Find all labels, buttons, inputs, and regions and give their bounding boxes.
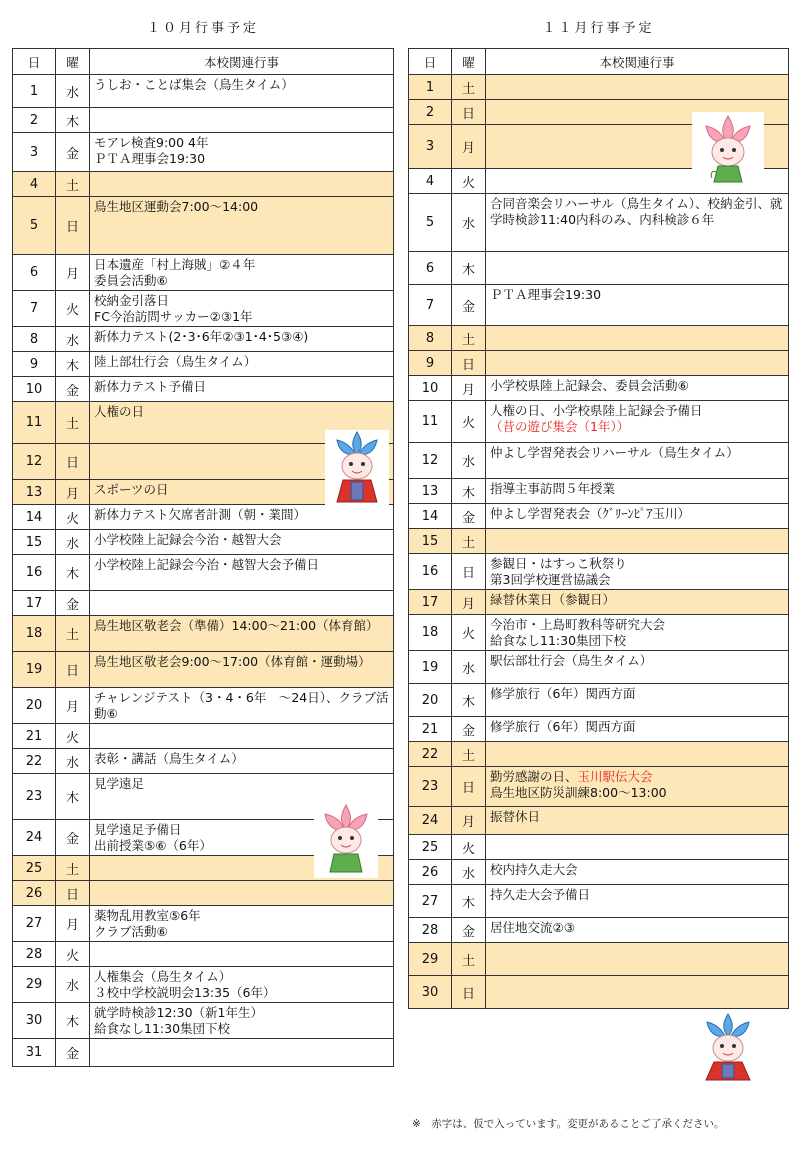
event-text xyxy=(486,684,789,717)
event-text xyxy=(90,555,394,591)
event-text-part: 人権の日、小学校県陸上記録会予備日 xyxy=(490,403,703,418)
day-number: 19 xyxy=(409,651,452,684)
table-row xyxy=(409,351,789,376)
weekday: 水 xyxy=(56,530,90,555)
event-text-part: 合同音楽会リハーサル（鳥生タイム）、校納金引、就学時検診11:40内科のみ、内科検診６年 xyxy=(490,196,783,227)
event-text-part: 就学時検診12:30（新1年生） 給食なし11:30集団下校 xyxy=(94,1005,263,1036)
weekday: 日 xyxy=(452,100,486,125)
event-text-part: 振替休日 xyxy=(490,809,541,824)
event-text xyxy=(90,530,394,555)
october-title: １０月行事予定 xyxy=(146,21,259,36)
table-row xyxy=(13,327,394,352)
weekday: 日 xyxy=(452,351,486,376)
day-number: 19 xyxy=(13,652,56,688)
event-text-part: 見学遠足予備日 出前授業⑤⑥（6年） xyxy=(94,822,212,853)
event-text xyxy=(486,717,789,742)
table-row xyxy=(13,197,394,255)
event-text xyxy=(90,291,394,327)
event-text-part: うしお・ことば集会（鳥生タイム） xyxy=(94,77,294,92)
day-number: 7 xyxy=(13,291,56,327)
lotus-mascot-blue-icon xyxy=(325,430,389,508)
day-number: 9 xyxy=(409,351,452,376)
day-number: 6 xyxy=(409,252,452,285)
day-number: 5 xyxy=(409,194,452,252)
day-number: 14 xyxy=(13,505,56,530)
event-text xyxy=(486,885,789,918)
event-text xyxy=(90,906,394,942)
day-number: 30 xyxy=(409,976,452,1009)
weekday: 火 xyxy=(452,169,486,194)
weekday: 木 xyxy=(56,774,90,820)
event-text-part: 今治市・上島町教科等研究大会 給食なし11:30集団下校 xyxy=(490,617,666,648)
table-row xyxy=(409,767,789,807)
event-text xyxy=(90,724,394,749)
weekday: 月 xyxy=(452,807,486,835)
event-text-part: 参観日・はすっこ秋祭り 第3回学校運営協議会 xyxy=(490,556,627,587)
october-calendar xyxy=(12,0,394,1067)
weekday: 土 xyxy=(56,616,90,652)
day-number: 8 xyxy=(13,327,56,352)
event-text-part: 指導主事訪問５年授業 xyxy=(490,481,616,496)
table-row xyxy=(409,554,789,590)
table-row xyxy=(13,75,394,108)
table-row xyxy=(13,108,394,133)
weekday: 木 xyxy=(452,479,486,504)
weekday: 木 xyxy=(56,1003,90,1039)
table-row xyxy=(409,976,789,1009)
october-table xyxy=(12,48,394,1067)
day-number: 7 xyxy=(409,285,452,326)
event-text xyxy=(90,616,394,652)
day-number: 20 xyxy=(409,684,452,717)
event-text xyxy=(486,75,789,100)
table-row xyxy=(13,255,394,291)
weekday: 水 xyxy=(56,75,90,108)
day-number: 25 xyxy=(13,856,56,881)
day-number: 26 xyxy=(13,881,56,906)
event-text xyxy=(486,194,789,252)
weekday: 月 xyxy=(56,480,90,505)
table-row xyxy=(13,724,394,749)
table-row xyxy=(13,555,394,591)
table-row xyxy=(13,652,394,688)
table-row xyxy=(409,590,789,615)
event-text-part: 仲よし学習発表会リハーサル（鳥生タイム） xyxy=(490,445,739,460)
event-text xyxy=(90,967,394,1003)
table-row xyxy=(13,967,394,1003)
day-number: 12 xyxy=(409,443,452,479)
day-number: 21 xyxy=(13,724,56,749)
event-text xyxy=(90,172,394,197)
weekday: 金 xyxy=(56,133,90,172)
day-number: 24 xyxy=(13,820,56,856)
table-row xyxy=(13,688,394,724)
event-text xyxy=(90,197,394,255)
weekday: 土 xyxy=(452,75,486,100)
table-row xyxy=(13,1003,394,1039)
weekday: 月 xyxy=(452,125,486,169)
event-text-part: 見学遠足 xyxy=(94,776,145,791)
day-number: 30 xyxy=(13,1003,56,1039)
table-row xyxy=(13,291,394,327)
day-number: 16 xyxy=(409,554,452,590)
table-row xyxy=(13,133,394,172)
table-row xyxy=(409,252,789,285)
table-row xyxy=(409,615,789,651)
table-row xyxy=(13,1039,394,1067)
day-number: 3 xyxy=(13,133,56,172)
day-number: 15 xyxy=(409,529,452,554)
day-number: 25 xyxy=(409,835,452,860)
event-text xyxy=(90,352,394,377)
table-row xyxy=(13,881,394,906)
day-number: 29 xyxy=(13,967,56,1003)
weekday: 火 xyxy=(56,942,90,967)
day-number: 4 xyxy=(409,169,452,194)
weekday: 日 xyxy=(56,652,90,688)
event-text-part: 校内持久走大会 xyxy=(490,862,578,877)
november-header-row xyxy=(409,49,789,75)
day-number: 29 xyxy=(409,943,452,976)
header-weekday: 曜 xyxy=(452,49,486,75)
table-row xyxy=(409,717,789,742)
event-text-part: 新体力テスト(2･3･6年②③1･4･5③④) xyxy=(94,329,309,344)
table-row xyxy=(409,684,789,717)
event-text xyxy=(486,651,789,684)
day-number: 13 xyxy=(13,480,56,505)
event-text-part: 鳥生地区敬老会（準備）14:00～21:00（体育館） xyxy=(94,618,379,633)
november-title: １１月行事予定 xyxy=(542,21,655,36)
day-number: 8 xyxy=(409,326,452,351)
day-number: 12 xyxy=(13,444,56,480)
event-text-part: 駅伝部壮行会（鳥生タイム） xyxy=(490,653,653,668)
day-number: 22 xyxy=(13,749,56,774)
weekday: 木 xyxy=(56,108,90,133)
table-row xyxy=(13,749,394,774)
day-number: 2 xyxy=(409,100,452,125)
header-events: 本校関連行事 xyxy=(90,49,394,75)
weekday: 月 xyxy=(56,906,90,942)
day-number: 4 xyxy=(13,172,56,197)
event-text xyxy=(90,377,394,402)
event-text xyxy=(486,252,789,285)
day-number: 23 xyxy=(409,767,452,807)
weekday: 土 xyxy=(56,856,90,881)
weekday: 日 xyxy=(452,976,486,1009)
table-row xyxy=(409,443,789,479)
weekday: 水 xyxy=(56,967,90,1003)
weekday: 火 xyxy=(56,505,90,530)
event-text xyxy=(486,285,789,326)
table-row xyxy=(409,529,789,554)
weekday: 金 xyxy=(56,1039,90,1067)
weekday: 火 xyxy=(56,724,90,749)
lotus-mascot-pink-icon xyxy=(692,112,764,188)
weekday: 日 xyxy=(56,881,90,906)
weekday: 水 xyxy=(56,749,90,774)
day-number: 5 xyxy=(13,197,56,255)
weekday: 金 xyxy=(452,717,486,742)
event-text xyxy=(486,615,789,651)
weekday: 土 xyxy=(452,943,486,976)
event-text xyxy=(486,835,789,860)
weekday: 水 xyxy=(56,327,90,352)
header-events: 本校関連行事 xyxy=(486,49,789,75)
weekday: 木 xyxy=(56,555,90,591)
event-text xyxy=(90,327,394,352)
table-row xyxy=(409,918,789,943)
event-text xyxy=(486,401,789,443)
event-text-part: スポーツの日 xyxy=(94,482,169,497)
table-row xyxy=(13,172,394,197)
day-number: 16 xyxy=(13,555,56,591)
weekday: 金 xyxy=(452,285,486,326)
table-row xyxy=(409,807,789,835)
event-text-part: 持久走大会予備日 xyxy=(490,887,591,902)
weekday: 水 xyxy=(452,860,486,885)
table-row xyxy=(409,194,789,252)
event-text xyxy=(90,75,394,108)
event-text xyxy=(90,1003,394,1039)
event-text xyxy=(486,554,789,590)
event-text-part: 仲よし学習発表会（ｸﾞﾘｰﾝﾋﾟｱ玉川） xyxy=(490,506,691,521)
lotus-mascot-pink-icon xyxy=(314,802,378,878)
table-row xyxy=(409,504,789,529)
day-number: 2 xyxy=(13,108,56,133)
weekday: 土 xyxy=(56,172,90,197)
table-row xyxy=(409,285,789,326)
day-number: 9 xyxy=(13,352,56,377)
weekday: 土 xyxy=(56,402,90,444)
weekday: 月 xyxy=(56,255,90,291)
table-row xyxy=(409,651,789,684)
event-text-part: モアレ検査9:00 4年 ＰＴＡ理事会19:30 xyxy=(94,135,209,166)
header-day: 日 xyxy=(409,49,452,75)
event-text xyxy=(486,351,789,376)
table-row xyxy=(13,906,394,942)
table-row xyxy=(409,479,789,504)
table-row xyxy=(13,942,394,967)
event-text-part: ＰＴＡ理事会19:30 xyxy=(490,287,602,302)
day-number: 13 xyxy=(409,479,452,504)
table-row xyxy=(13,591,394,616)
day-number: 6 xyxy=(13,255,56,291)
event-text-part: 修学旅行（6年）関西方面 xyxy=(490,719,636,734)
event-text xyxy=(486,443,789,479)
event-text-part: 鳥生地区防災訓練8:00～13:00 xyxy=(490,785,667,800)
event-text-part: 薬物乱用教室⑤6年 クラブ活動⑥ xyxy=(94,908,201,939)
event-text-part: 人権の日 xyxy=(94,404,145,419)
weekday: 水 xyxy=(452,194,486,252)
weekday: 日 xyxy=(452,767,486,807)
event-text-part: 校納金引落日 FC今治訪問サッカー②③1年 xyxy=(94,293,253,324)
table-row xyxy=(409,835,789,860)
event-text xyxy=(90,749,394,774)
weekday: 木 xyxy=(452,885,486,918)
table-row xyxy=(409,943,789,976)
event-text-part: 鳥生地区敬老会9:00～17:00（体育館・運動場） xyxy=(94,654,371,669)
table-row xyxy=(409,401,789,443)
header-weekday: 曜 xyxy=(56,49,90,75)
weekday: 火 xyxy=(452,615,486,651)
table-row xyxy=(409,326,789,351)
weekday: 日 xyxy=(56,197,90,255)
weekday: 火 xyxy=(56,291,90,327)
weekday: 金 xyxy=(452,504,486,529)
table-row xyxy=(409,860,789,885)
event-text-part: 小学校県陸上記録会、委員会活動⑥ xyxy=(490,378,689,393)
day-number: 28 xyxy=(13,942,56,967)
table-row xyxy=(13,352,394,377)
event-text xyxy=(486,767,789,807)
day-number: 14 xyxy=(409,504,452,529)
weekday: 木 xyxy=(452,684,486,717)
event-text xyxy=(486,943,789,976)
lotus-mascot-blue-icon xyxy=(692,1012,764,1084)
weekday: 木 xyxy=(56,352,90,377)
day-number: 28 xyxy=(409,918,452,943)
event-text-part: 鳥生地区運動会7:00～14:00 xyxy=(94,199,259,214)
day-number: 1 xyxy=(13,75,56,108)
event-text xyxy=(486,529,789,554)
weekday: 金 xyxy=(56,591,90,616)
table-row xyxy=(13,505,394,530)
weekday: 火 xyxy=(452,835,486,860)
day-number: 17 xyxy=(13,591,56,616)
day-number: 3 xyxy=(409,125,452,169)
day-number: 20 xyxy=(13,688,56,724)
event-text xyxy=(90,591,394,616)
october-header-row xyxy=(13,49,394,75)
event-text-part: 緑替休業日（参観日） xyxy=(490,592,616,607)
weekday: 金 xyxy=(452,918,486,943)
event-text xyxy=(90,133,394,172)
weekday: 木 xyxy=(452,252,486,285)
day-number: 18 xyxy=(13,616,56,652)
event-text xyxy=(90,255,394,291)
day-number: 11 xyxy=(409,401,452,443)
event-text xyxy=(486,807,789,835)
event-text xyxy=(90,1039,394,1067)
table-row xyxy=(409,75,789,100)
header-day: 日 xyxy=(13,49,56,75)
event-text xyxy=(486,504,789,529)
event-text-part: 小学校陸上記録会今治・越智大会 xyxy=(94,532,282,547)
event-text-part: 小学校陸上記録会今治・越智大会予備日 xyxy=(94,557,320,572)
table-row xyxy=(13,616,394,652)
day-number: 10 xyxy=(409,376,452,401)
day-number: 10 xyxy=(13,377,56,402)
event-text-part: 新体力テスト欠席者計測（朝・業間） xyxy=(94,507,307,522)
event-text xyxy=(486,860,789,885)
event-text xyxy=(90,108,394,133)
event-text xyxy=(486,742,789,767)
footnote: ※ 赤字は、仮で入っています。変更があることご了承ください。 xyxy=(412,1118,725,1130)
day-number: 17 xyxy=(409,590,452,615)
weekday: 月 xyxy=(452,376,486,401)
event-text-part: 表彰・講話（鳥生タイム） xyxy=(94,751,244,766)
weekday: 金 xyxy=(56,377,90,402)
event-text-part: 日本遺産「村上海賊」②４年 委員会活動⑥ xyxy=(94,257,256,288)
event-text-part: 陸上部壮行会（鳥生タイム） xyxy=(94,354,257,369)
provisional-event-text: 玉川駅伝大会 xyxy=(577,769,653,784)
event-text xyxy=(486,326,789,351)
november-table xyxy=(408,48,789,1009)
weekday: 火 xyxy=(452,401,486,443)
table-row xyxy=(409,376,789,401)
day-number: 31 xyxy=(13,1039,56,1067)
event-text-part: 人権集会（鳥生タイム） ３校中学校説明会13:35（6年） xyxy=(94,969,276,1000)
event-text-part: チャレンジテスト（3・4・6年 ～24日）、クラブ活動⑥ xyxy=(94,690,389,721)
event-text xyxy=(90,505,394,530)
day-number: 26 xyxy=(409,860,452,885)
weekday: 月 xyxy=(56,688,90,724)
day-number: 22 xyxy=(409,742,452,767)
event-text xyxy=(90,652,394,688)
day-number: 1 xyxy=(409,75,452,100)
event-text xyxy=(486,590,789,615)
weekday: 月 xyxy=(452,590,486,615)
weekday: 土 xyxy=(452,326,486,351)
day-number: 11 xyxy=(13,402,56,444)
provisional-event-text: （昔の遊び集会（1年）） xyxy=(490,419,630,434)
weekday: 水 xyxy=(452,443,486,479)
table-row xyxy=(409,742,789,767)
day-number: 21 xyxy=(409,717,452,742)
weekday: 土 xyxy=(452,742,486,767)
table-row xyxy=(13,377,394,402)
day-number: 15 xyxy=(13,530,56,555)
day-number: 18 xyxy=(409,615,452,651)
day-number: 27 xyxy=(13,906,56,942)
event-text-part: 修学旅行（6年）関西方面 xyxy=(490,686,636,701)
event-text-part: 新体力テスト予備日 xyxy=(94,379,207,394)
event-text xyxy=(90,881,394,906)
table-row xyxy=(13,530,394,555)
day-number: 24 xyxy=(409,807,452,835)
weekday: 土 xyxy=(452,529,486,554)
event-text xyxy=(90,688,394,724)
event-text xyxy=(486,976,789,1009)
event-text xyxy=(90,942,394,967)
day-number: 27 xyxy=(409,885,452,918)
event-text-part: 勤労感謝の日、 xyxy=(490,769,578,784)
weekday: 日 xyxy=(56,444,90,480)
event-text xyxy=(486,918,789,943)
event-text xyxy=(486,376,789,401)
event-text-part: 居住地交流②③ xyxy=(490,920,575,935)
weekday: 水 xyxy=(452,651,486,684)
weekday: 金 xyxy=(56,820,90,856)
weekday: 日 xyxy=(452,554,486,590)
day-number: 23 xyxy=(13,774,56,820)
event-text xyxy=(486,479,789,504)
table-row xyxy=(409,885,789,918)
